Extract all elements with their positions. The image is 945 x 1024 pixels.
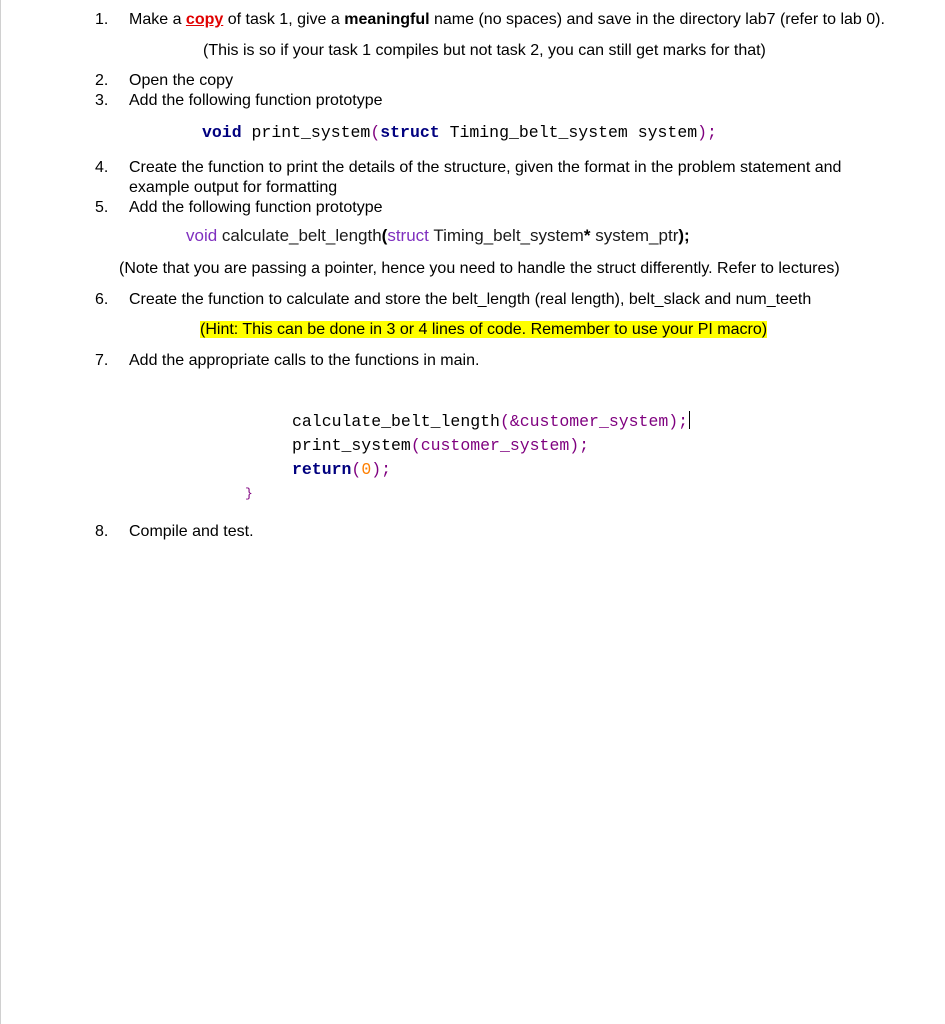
hint-text xyxy=(200,320,767,340)
code-args: (&customer_system); xyxy=(499,412,689,431)
code-keyword-void: void xyxy=(202,123,242,142)
step-1-post: name (no spaces) and save in the directory lab7 (refer to lab 0). xyxy=(429,11,885,28)
code-close-paren: ); xyxy=(678,226,690,245)
step-1-pre: Make a xyxy=(129,11,186,28)
step-1-number: 1. xyxy=(95,11,109,28)
main-return xyxy=(292,459,391,481)
step-3-text: Add the following function prototype xyxy=(129,92,383,109)
code-close-paren: ); xyxy=(697,123,717,142)
code-open-paren: ( xyxy=(351,460,362,479)
step-4-line2: example output for formatting xyxy=(129,179,338,196)
code-keyword-struct: struct xyxy=(387,226,429,245)
step-4-line1: Create the function to print the details of the structure, given the format in the problem statement and xyxy=(129,159,842,176)
code-param-type: Timing_belt_system xyxy=(433,226,584,245)
print-system-prototype xyxy=(202,122,717,144)
main-call-calculate xyxy=(292,411,690,433)
main-call-print xyxy=(292,435,589,457)
copy-link[interactable]: copy xyxy=(185,11,224,28)
calculate-belt-length-prototype xyxy=(186,225,690,247)
code-param-type: Timing_belt_system system xyxy=(449,123,698,142)
step-7-number: 7. xyxy=(95,352,109,369)
code-number-literal: 0 xyxy=(361,460,372,479)
code-function-name: calculate_belt_length xyxy=(292,412,500,431)
step-1-bold: meaningful xyxy=(344,11,430,28)
code-open-paren: ( xyxy=(381,226,388,245)
step-7-text: Add the appropriate calls to the functions in main. xyxy=(129,352,480,369)
code-param-name: system_ptr xyxy=(595,226,679,245)
hint-highlight: (Hint: This can be done in 3 or 4 lines of code. Remember to use your PI macro) xyxy=(200,321,768,338)
code-keyword-return: return xyxy=(292,460,352,479)
code-keyword-void: void xyxy=(186,226,218,245)
code-function-name: calculate_belt_length xyxy=(221,226,382,245)
step-5-number: 5. xyxy=(95,199,109,216)
step-1-note: (This is so if your task 1 compiles but not task 2, you can still get marks for that) xyxy=(203,42,766,59)
pointer-note: (Note that you are passing a pointer, hence you need to handle the struct differently. Refer to lectures) xyxy=(119,260,840,277)
step-2-number: 2. xyxy=(95,72,109,89)
code-close-paren: ); xyxy=(371,460,392,479)
step-2-text: Open the copy xyxy=(129,72,234,89)
code-function-name: print_system xyxy=(251,123,371,142)
step-4-number: 4. xyxy=(95,159,109,176)
code-function-name: print_system xyxy=(292,436,411,455)
code-keyword-struct: struct xyxy=(380,123,440,142)
step-1-text xyxy=(129,10,885,30)
step-1-mid: of task 1, give a xyxy=(223,11,345,28)
step-6-number: 6. xyxy=(95,291,109,308)
step-8-number: 8. xyxy=(95,523,109,540)
code-pointer-star: * xyxy=(583,226,591,245)
step-6-text: Create the function to calculate and store the belt_length (real length), belt_slack and num_teeth xyxy=(129,291,812,308)
step-5-text: Add the following function prototype xyxy=(129,199,383,216)
text-cursor xyxy=(689,411,690,429)
closing-brace: } xyxy=(245,486,253,501)
page-edge xyxy=(0,0,1,1024)
code-open-paren: ( xyxy=(370,123,381,142)
step-8-text: Compile and test. xyxy=(129,523,254,540)
step-3-number: 3. xyxy=(95,92,109,109)
code-args: (customer_system); xyxy=(410,436,590,455)
